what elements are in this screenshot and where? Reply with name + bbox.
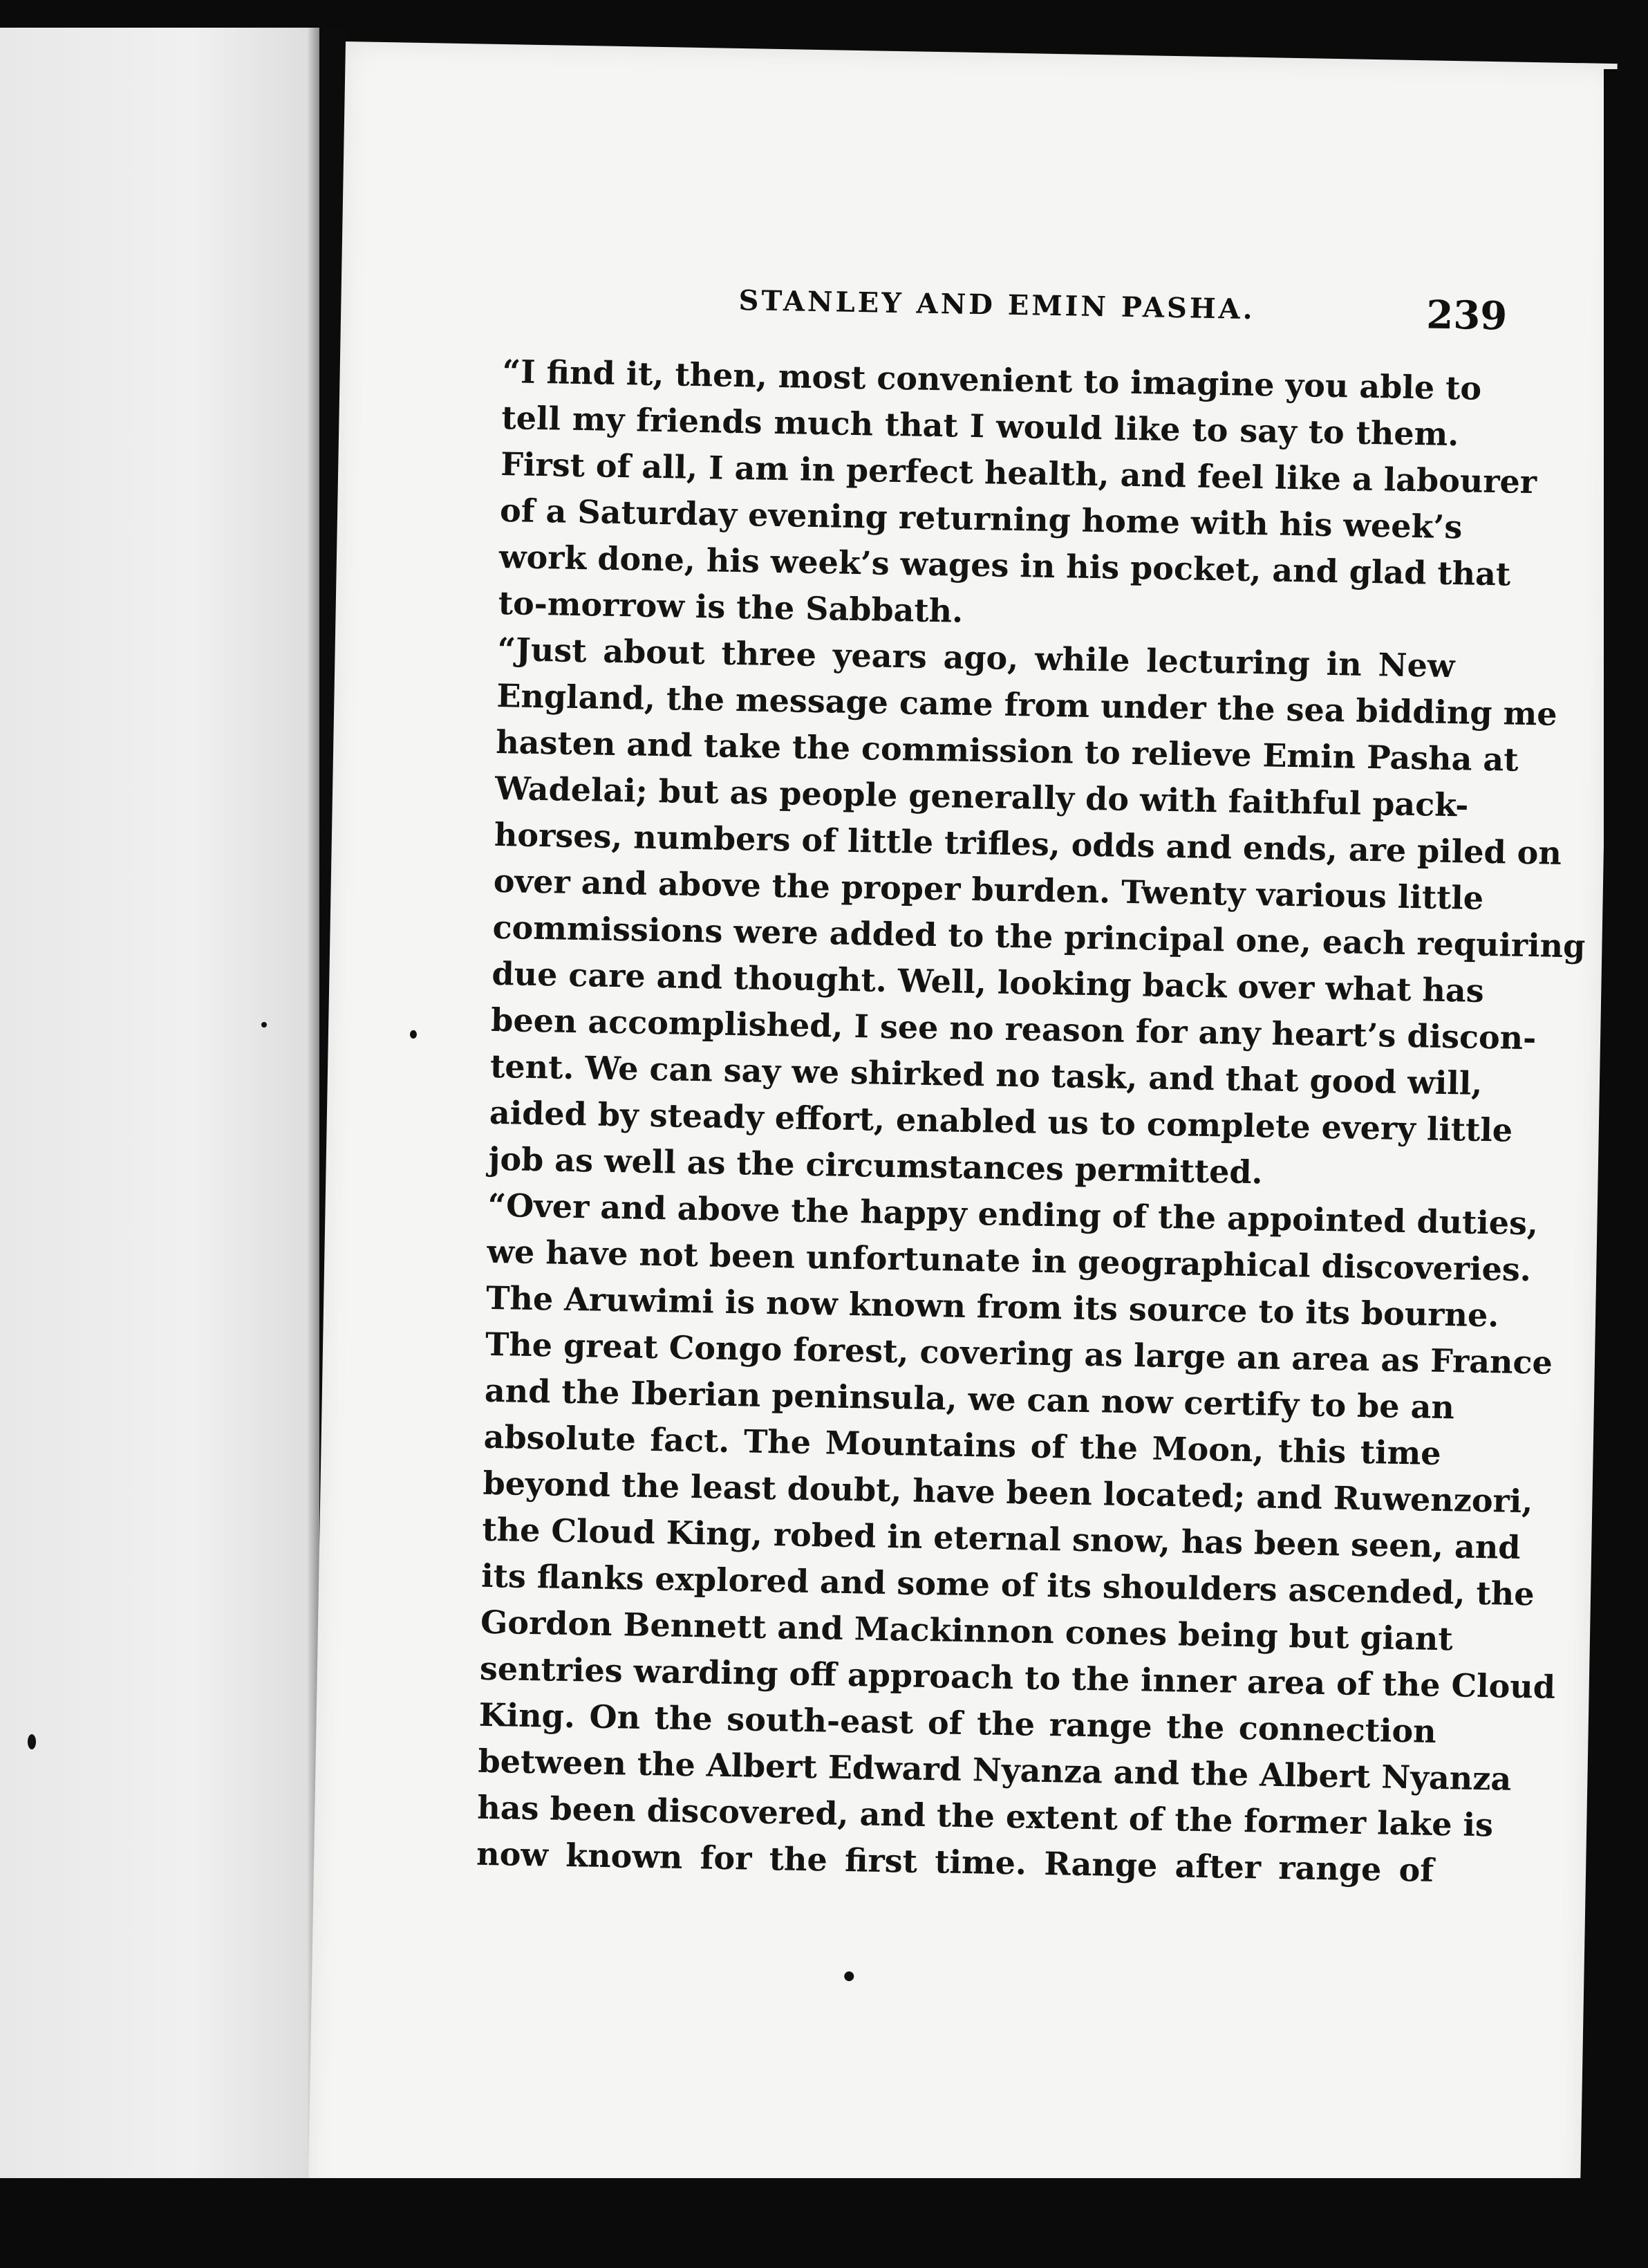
running-head xyxy=(341,273,1613,344)
scan-border-bottom xyxy=(0,2178,1648,2268)
running-head-title: STANLEY AND EMIN PASHA. xyxy=(738,284,1256,326)
text-line: The great Congo forest, covering as large an area as France xyxy=(485,1325,1553,1382)
paragraph xyxy=(438,1182,1556,1894)
text-line: over and above the proper burden. Twenty various little xyxy=(493,862,1484,917)
book-page xyxy=(308,41,1617,2228)
text-line: Gordon Bennett and Mackinnon cones being but giant xyxy=(480,1603,1454,1658)
text-line: work done, his week’s wages in his pocket, and glad that xyxy=(498,537,1511,593)
text-line: we have not been unfortunate in geographical discoveries. xyxy=(487,1232,1532,1289)
text-line: tent. We can say we shirked no task, and that good will, xyxy=(489,1047,1483,1102)
paragraph xyxy=(460,348,1537,643)
text-line: hasten and take the commission to relieve Emin Pasha at xyxy=(495,723,1519,779)
scan-border-right xyxy=(1604,69,1648,2268)
paragraph xyxy=(450,626,1586,1199)
page-number: 239 xyxy=(1425,292,1508,340)
text-line: to-morrow is the Sabbath. xyxy=(498,584,964,630)
ink-speck xyxy=(261,1022,267,1028)
text-line: beyond the least doubt, have been located; and Ruwenzori, xyxy=(483,1464,1533,1521)
facing-page-edge xyxy=(0,28,319,2178)
ink-speck xyxy=(410,1030,417,1039)
text-line: sentries warding off approach to the inner area of the Cloud xyxy=(479,1649,1556,1706)
text-line: “Just about three years ago, while lecturing in New xyxy=(497,630,1455,685)
ink-speck xyxy=(28,1734,36,1749)
text-line: commissions were added to the principal one, each requiring xyxy=(492,908,1586,965)
text-line: tell my friends much that I would like to say to them. xyxy=(501,399,1459,454)
text-line: and the Iberian peninsula, we can now certify to be an xyxy=(484,1371,1455,1426)
text-line: its flanks explored and some of its shoulders ascended, the xyxy=(480,1556,1535,1613)
text-line: has been discovered, and the extent of the former lake is xyxy=(476,1788,1494,1844)
text-line: aided by steady effort, enabled us to complete every little xyxy=(489,1093,1513,1149)
text-line: Wadelai; but as people generally do with faithful pack- xyxy=(494,769,1469,824)
ink-speck xyxy=(844,1971,854,1981)
text-line: First of all, I am in perfect health, and feel like a labourer xyxy=(500,445,1537,501)
body-text xyxy=(438,348,1586,1894)
text-line: The Aruwimi is now known from its source to its bourne. xyxy=(485,1279,1499,1335)
text-line: horses, numbers of little trifles, odds and ends, are piled on xyxy=(494,815,1562,872)
text-line: “Over and above the happy ending of the appointed duties, xyxy=(487,1186,1539,1243)
text-line: been accomplished, I see no reason for any heart’s discon- xyxy=(490,1001,1537,1057)
text-line: due care and thought. Well, looking back over what has xyxy=(491,954,1485,1010)
text-line: King. On the south-east of the range the connection xyxy=(478,1695,1437,1750)
text-line: the Cloud King, robed in eternal snow, has been seen, and xyxy=(482,1510,1521,1566)
text-line: job as well as the circumstances permitted. xyxy=(488,1140,1264,1191)
text-line: between the Albert Edward Nyanza and the Albert Nyanza xyxy=(478,1742,1512,1798)
text-line: now known for the first time. Range after range of xyxy=(476,1834,1434,1889)
text-line: absolute fact. The Mountains of the Moon, this time xyxy=(483,1418,1442,1472)
text-line: “I find it, then, most convenient to imagine you able to xyxy=(502,353,1482,407)
text-line: England, the message came from under the sea bidding me xyxy=(496,676,1558,733)
text-line: of a Saturday evening returning home with his week’s xyxy=(499,492,1463,546)
